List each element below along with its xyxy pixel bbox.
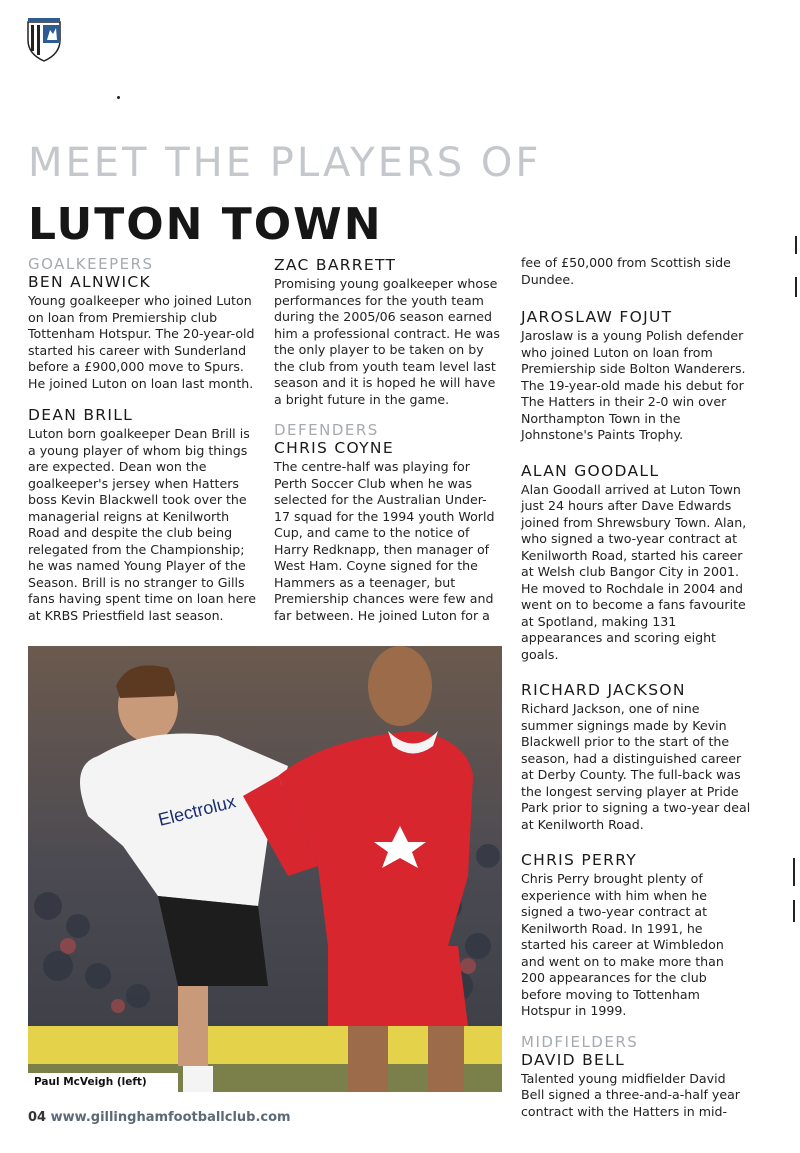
player-bio: Richard Jackson, one of nine summer signings made by Kevin Blackwell prior to the start of the season, had a distinguished career at Derby County. The full-back was the longest serving player at Pride Park prior to signing a two-year deal at Kenilworth Road. bbox=[521, 701, 751, 832]
column-1 bbox=[28, 256, 256, 638]
player-bio: Promising young goalkeeper whose performances for the youth team during the 2005/06 season earned him a professional contract. He was the only player to be taken on by the club from youth team level last season and it is hoped he will have a bright future in the game. bbox=[274, 276, 500, 407]
player-bio: Chris Perry brought plenty of experience with him when he signed a two-year contract at Kenilworth Road. In 1991, he started his career at Wimbledon and went on to make more than 200 appearances for the club before moving to Tottenham Hotspur in 1999. bbox=[521, 871, 724, 1018]
scan-edge-mark bbox=[795, 277, 797, 297]
player-name: JAROSLAW FOJUT bbox=[521, 308, 673, 326]
section-heading-goalkeepers: GOALKEEPERS bbox=[28, 255, 154, 273]
player-bio-continued: fee of £50,000 from Scottish side Dundee. bbox=[521, 255, 731, 287]
player-name: ALAN GOODALL bbox=[521, 461, 660, 480]
section-heading-midfielders: MIDFIELDERS bbox=[521, 1032, 639, 1051]
scan-edge-mark bbox=[793, 900, 795, 922]
player-name: DAVID BELL bbox=[521, 1050, 626, 1069]
player-bio: Alan Goodall arrived at Luton Town just 24 hours after Dave Edwards joined from Shrewsbury Town. Alan, who signed a two-year contract at Kenilworth Road, started his career at Welsh club Bangor City in 2001. He moved to Rochdale in 2004 and went on to become a fans favourite at Spotland, making 131 appearances and scoring eight goals. bbox=[521, 481, 747, 662]
gillingham-crest-icon bbox=[26, 16, 62, 62]
player-name: RICHARD JACKSON bbox=[521, 681, 686, 699]
player-bio: Luton born goalkeeper Dean Brill is a young player of whom big things are expected. Dean won the goalkeeper's jersey when Hatters boss Kevin Blackwell took over the managerial reigns at Kenilworth Road and despite the club being relegated from the Championship; he was named Young Player of the Season. Brill is no stranger to Gills fans having spent time on loan here at KRBS Priestfield last season. bbox=[28, 426, 256, 623]
match-photo bbox=[28, 646, 502, 1092]
scan-edge-mark bbox=[793, 858, 795, 886]
column-2 bbox=[274, 256, 502, 638]
player-bio: The centre-half was playing for Perth Soccer Club when he was selected for the Australian Under-17 squad for the 1994 youth World Cup, and came to the notice of Harry Redknapp, then manager of West Ham. Coyne signed for the Hammers as a teenager, but Premiership chances were few and far between. He joined Luton for a bbox=[274, 459, 495, 623]
player-name: CHRIS PERRY bbox=[521, 851, 638, 869]
player-bio: Young goalkeeper who joined Luton on loan from Premiership club Tottenham Hotspur. The 20-year-old started his career with Sunderland before a £900,000 move to Spurs. He joined Luton on loan last month. bbox=[28, 293, 255, 391]
player-bio: Talented young midfielder David Bell signed a three-and-a-half year contract with the Hatters in mid- bbox=[521, 1070, 740, 1119]
print-speck bbox=[117, 96, 120, 99]
player-name: CHRIS COYNE bbox=[274, 439, 394, 457]
scan-edge-mark bbox=[795, 236, 797, 254]
page-number: 04 bbox=[28, 1110, 47, 1125]
svg-text:Electrolux: Electrolux bbox=[156, 791, 238, 830]
footer-url: www.gillinghamfootballclub.com bbox=[50, 1110, 291, 1125]
page-title-line1: MEET THE PLAYERS OF bbox=[28, 139, 542, 186]
player-name: ZAC BARRETT bbox=[274, 256, 397, 274]
player-name: DEAN BRILL bbox=[28, 406, 134, 424]
section-heading-defenders: DEFENDERS bbox=[274, 421, 379, 439]
column-3 bbox=[521, 255, 751, 1134]
page-footer bbox=[28, 1110, 291, 1125]
player-name: BEN ALNWICK bbox=[28, 273, 151, 291]
photo-caption: Paul McVeigh (left) bbox=[34, 1076, 147, 1088]
page-title-line2: LUTON TOWN bbox=[28, 198, 383, 250]
player-bio: Jaroslaw is a young Polish defender who joined Luton on loan from Premiership side Bolton Wanderers. The 19-year-old made his debut for The Hatters in their 2-0 win over Northampton Town in the Johnstone's Paints Trophy. bbox=[521, 328, 746, 442]
